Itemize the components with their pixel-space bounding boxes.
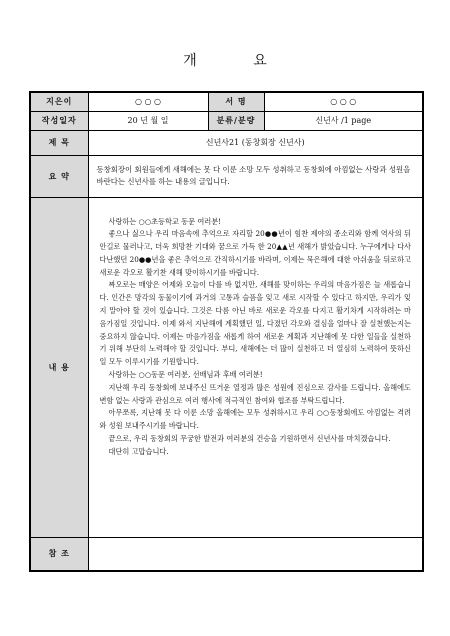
category-value: 신년사 /1 page <box>264 111 423 130</box>
content-paragraph: 끝으로, 우리 동창회의 무궁한 발전과 여러분의 건승을 기원하면서 신년사를 마치겠습니다. <box>108 434 391 444</box>
content-label: 내 용 <box>30 197 88 537</box>
content-body <box>88 197 423 537</box>
content-paragraph: 좋으나 싫으나 우리 마음속에 추억으로 자리할 20●●년이 힘찬 제야의 종소리와 함께 역사의 뒤안길로 물러나고, 더욱 희망찬 기대와 꿈으로 가득 한 20▲▲년 새해가 밝았습니다. 누구에게나 다사다난했던 20●●년을 좋은 추억으로 간직하시기를 바라며, 이제는 묵은해에 대한 아쉬움을 뒤로하고 새로운 각오로 활기찬 새해 맞이하시기를 바랍니다. <box>99 229 411 277</box>
summary-form-table <box>29 91 424 572</box>
content-paragraph: 아무쪼록, 지난해 못 다 이룬 소망 올해에는 모두 성취하시고 우리 ○○동창회에도 아낌없는 격려와 성원 보내주시기를 바랍니다. <box>99 408 411 431</box>
content-paragraph: 지난해 우리 동창회에 보내주신 뜨거운 열정과 많은 성원에 진심으로 감사를 드립니다. 올해에도 변함 없는 사랑과 관심으로 여러 행사에 적극적인 참여와 협조를 부탁드립니다. <box>99 382 411 405</box>
date-value: 20 년 월 일 <box>88 111 208 130</box>
date-label: 작성일자 <box>30 111 88 130</box>
content-paragraph: 사랑하는 ○○초등학교 동문 여러분! <box>108 216 222 226</box>
content-paragraph: 사랑하는 ○○동문 여러분, 선배님과 후배 여러분! <box>108 370 263 380</box>
subject-label: 제 목 <box>30 130 88 155</box>
content-paragraph: 짜오로는 매양은 어제와 오늘이 다를 바 없지만, 새해를 맞이하는 우리의 마음가짐은 늘 새롭습니다. 인간은 망각의 동물이기에 과거의 고통과 슬픔을 잊고 새로 시작할 수 있다고 하지만, 우리가 잊지 말아야 할 것이 있습니다. 그것은 다름 아닌 바로 새로운 각오를 다지고 활기차게 시작하려는 마음가짐일 것입니다. 이제 와서 지난해에 계획했던 일, 다졌던 각오와 결심을 얼마나 잘 실천했는지는 중요하지 않습니다. 이제는 마음가짐을 새롭게 하여 새로운 계획과 지난해에 못 다한 일들을 실천하기 위해 부단히 노력해야 할 것입니다. 부디, 새해에는 더 많이 실천하고 더 열심히 노력하여 뜻하신 일 모두 이루시기를 기원합니다. <box>99 280 411 367</box>
subject-value: 신년사21 (동창회장 신년사) <box>88 130 423 155</box>
signature-value: ○ ○ ○ <box>264 92 423 111</box>
reference-label: 참 조 <box>30 537 88 571</box>
summary-value: 동창회장이 회원들에게 새해에는 못 다 이룬 소망 모두 성취하고 동창회에 아낌없는 사랑과 성원을 바란다는 신년사를 하는 내용의 글입니다. <box>88 155 423 197</box>
author-value: ○ ○ ○ <box>88 92 208 111</box>
category-label: 분류/분량 <box>208 111 264 130</box>
summary-label: 요 약 <box>30 155 88 197</box>
content-paragraph: 대단히 고맙습니다. <box>108 446 169 456</box>
reference-value <box>88 537 423 571</box>
author-label: 지은이 <box>30 92 88 111</box>
signature-label: 서 명 <box>208 92 264 111</box>
document-title: 개 요 <box>183 53 293 69</box>
